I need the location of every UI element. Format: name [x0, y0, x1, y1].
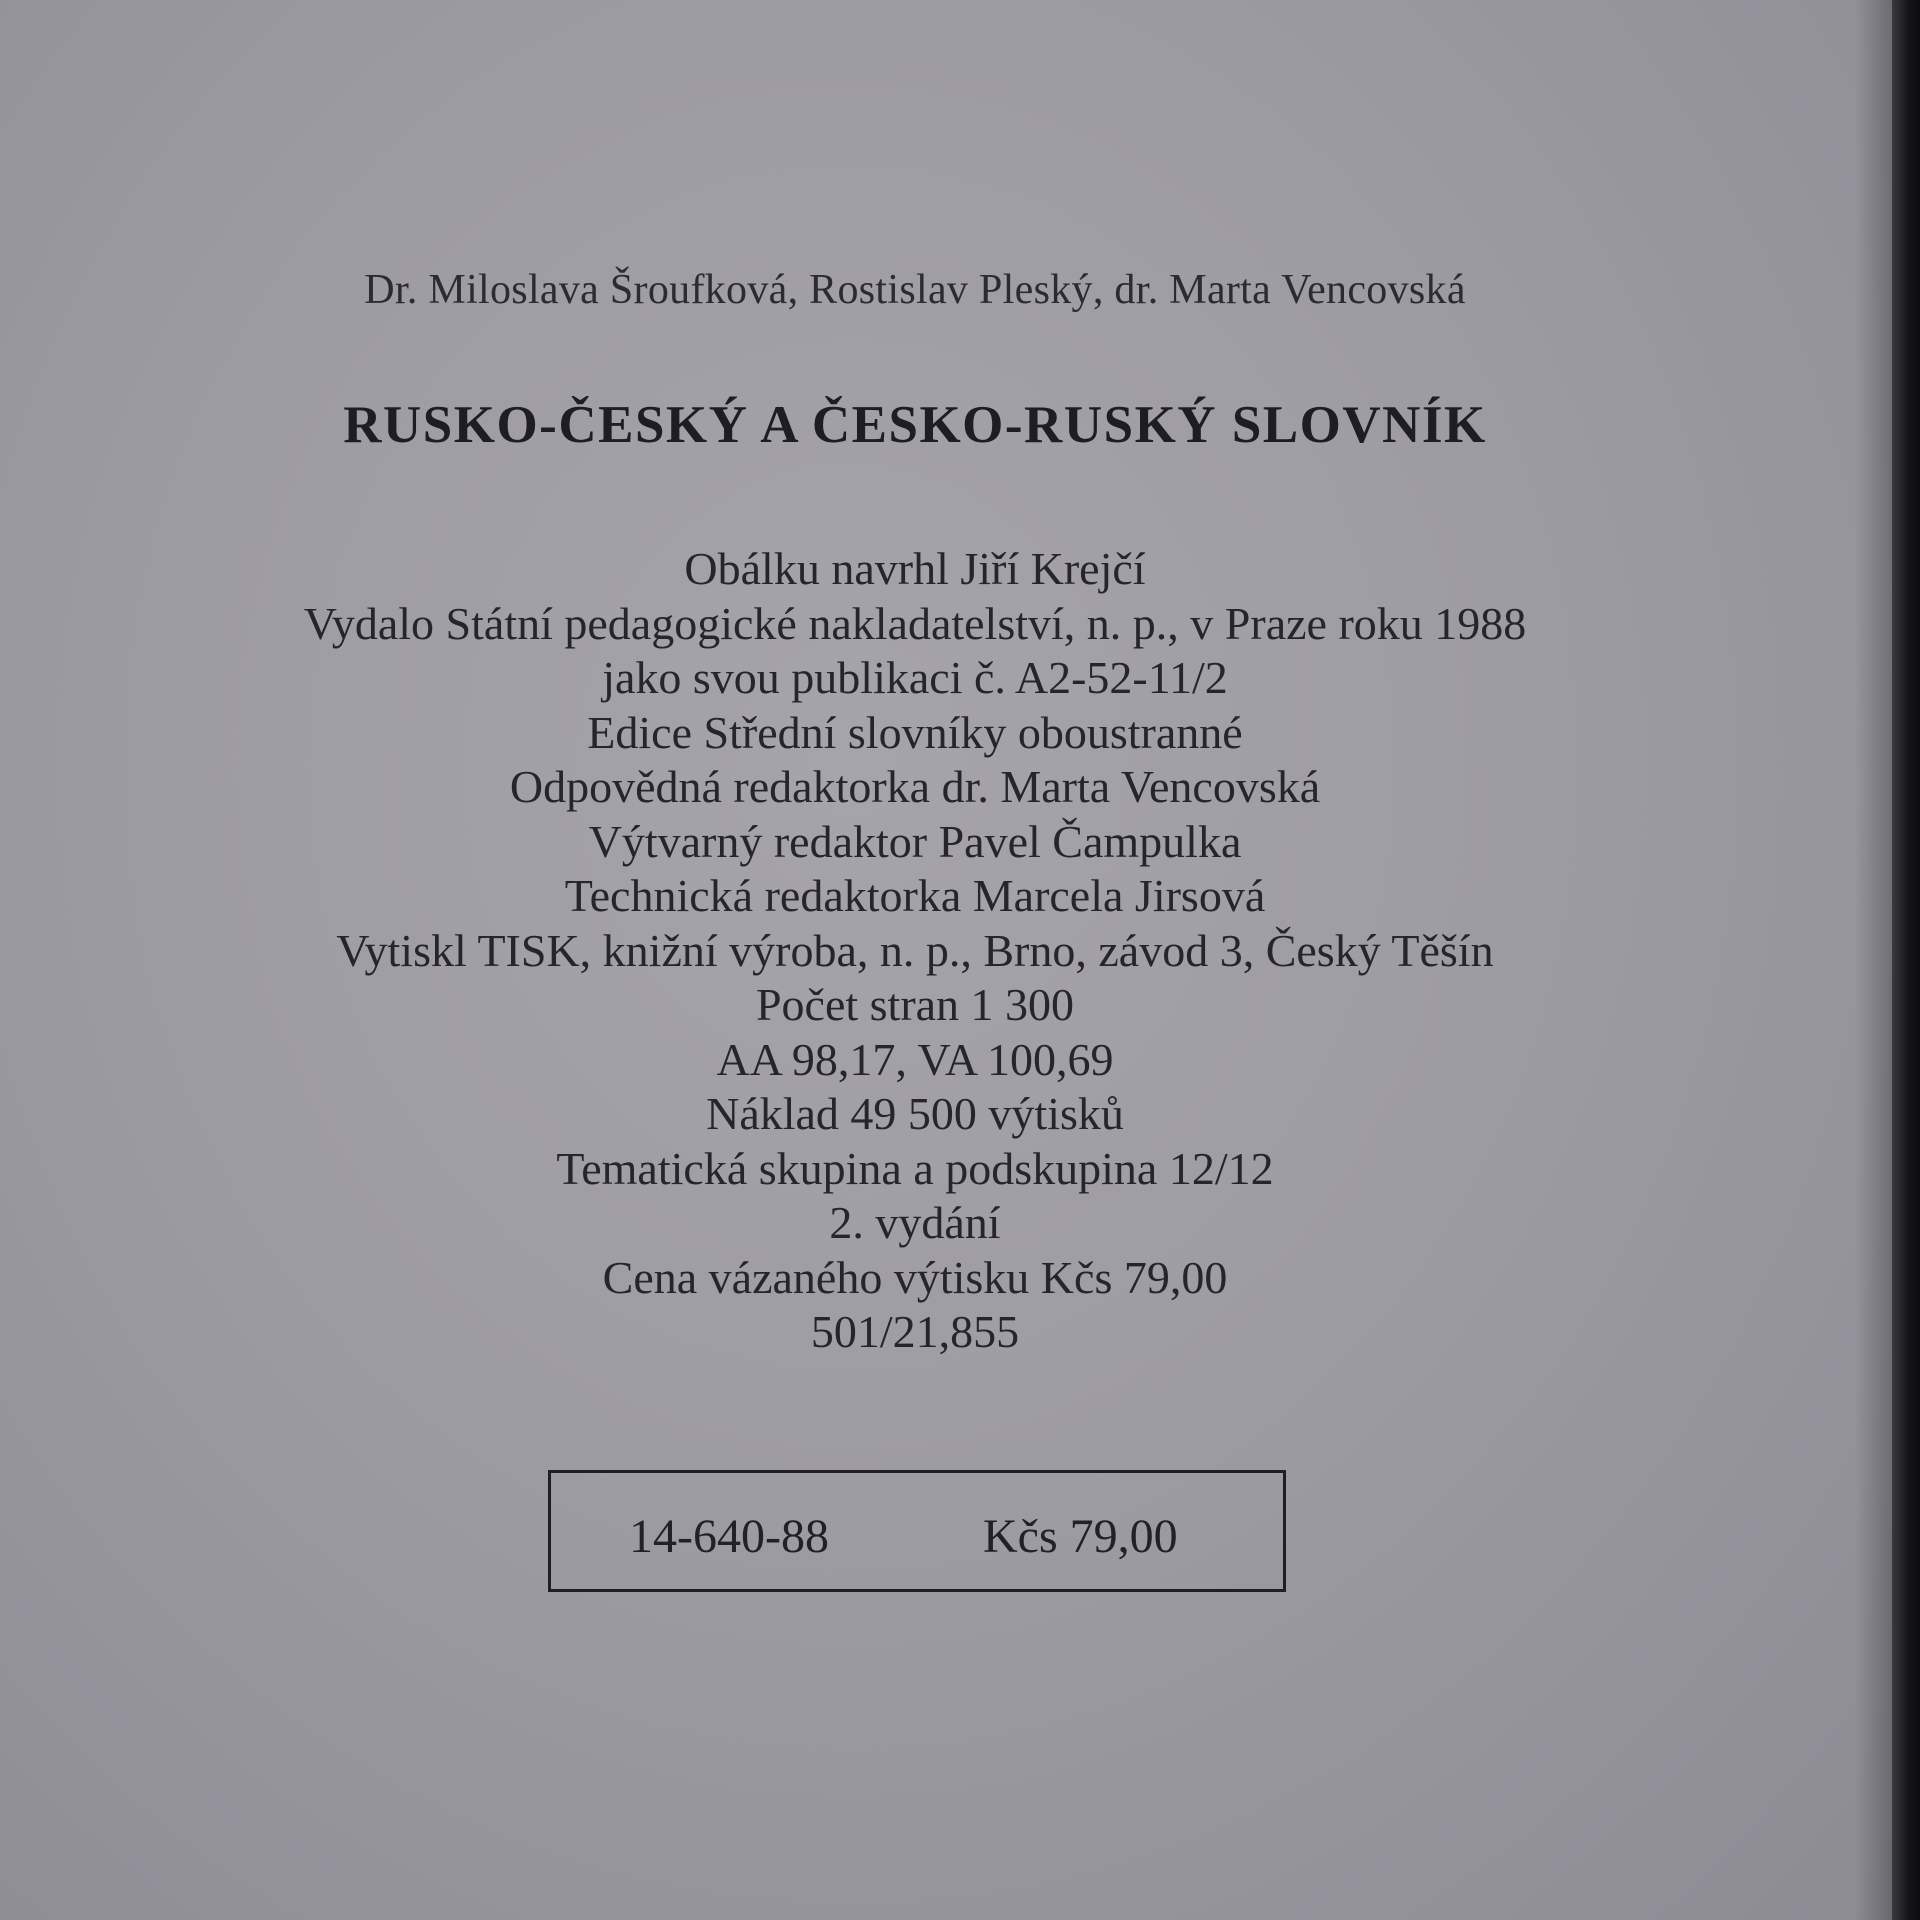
colophon-line: Vydalo Státní pedagogické nakladatelství, n. p., v Praze roku 1988 [303, 597, 1527, 649]
colophon-line: Technická redaktorka Marcela Jirsová [564, 870, 1266, 921]
colophon-line: Cena vázaného výtisku Kčs 79,00 [602, 1251, 1228, 1303]
catalog-code: 14-640-88 [629, 1510, 829, 1563]
colophon-line: Počet stran 1 300 [755, 979, 1075, 1030]
colophon-line: Odpovědná redaktorka dr. Marta Vencovská [509, 761, 1321, 812]
colophon-line: Náklad 49 500 výtisků [706, 1088, 1124, 1139]
colophon [0, 542, 1830, 1360]
colophon-line: Vytiskl TISK, knižní výroba, n. p., Brno, závod 3, Český Těšín [336, 924, 1494, 976]
colophon-line: jako svou publikaci č. A2-52-11/2 [602, 652, 1228, 703]
colophon-line: 501/21,855 [810, 1306, 1020, 1357]
book-title: RUSKO-ČESKÝ A ČESKO-RUSKÝ SLOVNÍK [343, 396, 1487, 454]
book-spine-edge [1892, 0, 1920, 1920]
colophon-line: 2. vydání [829, 1197, 1001, 1248]
authors-line: Dr. Miloslava Šroufková, Rostislav Pleský, dr. Marta Vencovská [364, 267, 1466, 313]
page-edge-shadow [1855, 0, 1892, 1920]
colophon-line: Tematická skupina a podskupina 12/12 [556, 1142, 1274, 1194]
colophon-line: Edice Střední slovníky oboustranné [587, 706, 1243, 758]
colophon-line: AA 98,17, VA 100,69 [716, 1033, 1114, 1085]
price-box [548, 1470, 1286, 1592]
colophon-line: Výtvarný redaktor Pavel Čampulka [588, 815, 1242, 867]
price-value: Kčs 79,00 [983, 1510, 1178, 1563]
colophon-line: Obálku navrhl Jiří Krejčí [684, 543, 1146, 594]
